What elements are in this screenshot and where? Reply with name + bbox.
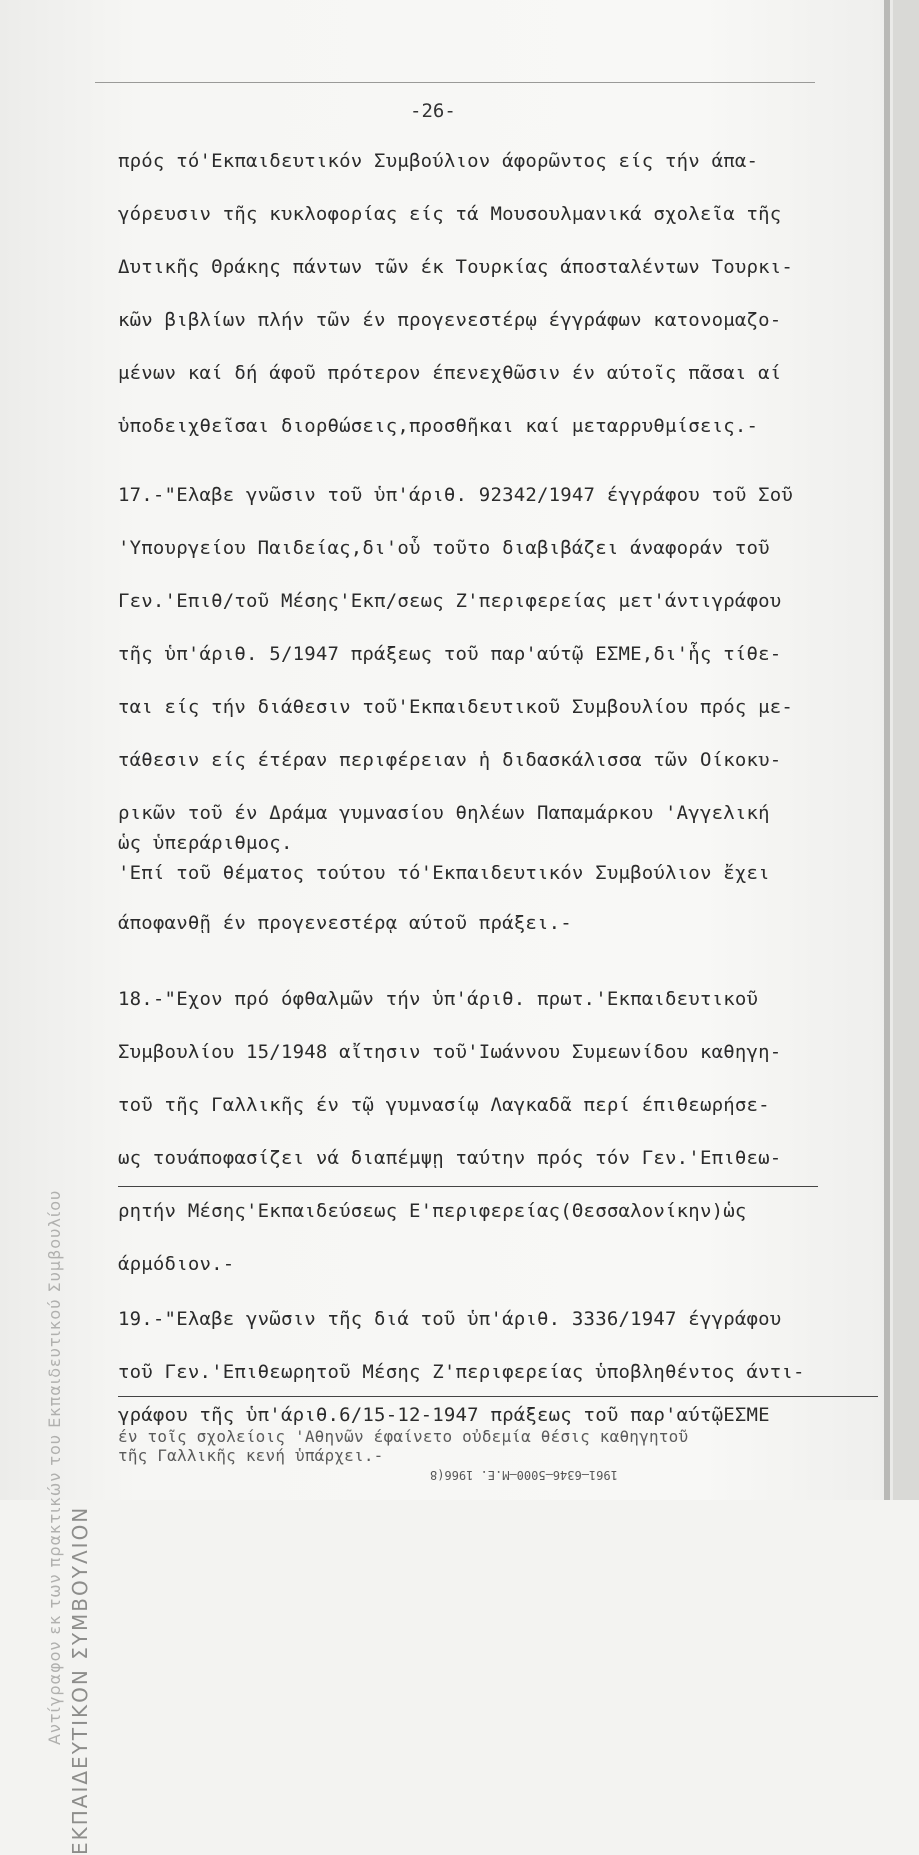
overlap-text-line: τῆς Γαλλικῆς κενή ὑπάρχει.- bbox=[118, 1446, 384, 1465]
text-line: πρός τό'Εκπαιδευτικόν Συμβούλιον άφορῶντος είς τήν άπα- bbox=[118, 150, 759, 172]
margin-stamp-secondary: Αντίγραφον εκ των πρακτικών του Εκπαιδευτικού Συμβουλίου bbox=[45, 1189, 64, 1745]
text-line: άποφανθῇ έν προγενεστέρᾳ αύτοῦ πράξει.- bbox=[118, 912, 572, 934]
text-line: 'Επί τοῦ θέματος τούτου τό'Εκπαιδευτικόν Συμβούλιον ἔχει bbox=[118, 862, 770, 884]
item-17-line: 17.-"Ελαβε γνῶσιν τοῦ ὑπ'άριθ. 92342/1947 έγγράφου τοῦ Σοῦ bbox=[118, 484, 794, 506]
underline bbox=[118, 1186, 818, 1187]
text-line: τῆς ὑπ'άριθ. 5/1947 πράξεως τοῦ παρ'αύτῷ ΕΣΜΕ,δι'ἧς τίθε- bbox=[118, 643, 782, 665]
text-line: 'Υπουργείου Παιδείας,δι'οὗ τοῦτο διαβιβάζει άναφοράν τοῦ bbox=[118, 537, 770, 559]
text-line: Δυτικῆς Θράκης πάντων τῶν έκ Τουρκίας άποσταλέντων Τουρκι- bbox=[118, 256, 794, 278]
text-line: ὑποδειχθεῖσαι διορθώσεις,προσθῆκαι καί μεταρρυθμίσεις.- bbox=[118, 415, 759, 437]
text-line: ρικῶν τοῦ έν Δράμα γυμνασίου θηλέων Παπαμάρκου 'Αγγελική bbox=[118, 802, 770, 824]
text-line: Συμβουλίου 15/1948 αἴτησιν τοῦ'Ιωάννου Συμεωνίδου καθηγη- bbox=[118, 1041, 782, 1063]
page-binding-edge bbox=[884, 0, 890, 1500]
text-line: μένων καί δή άφοῦ πρότερον έπενεχθῶσιν έν αύτοῖς πᾶσαι αί bbox=[118, 362, 782, 384]
text-line: κῶν βιβλίων πλήν τῶν έν προγενεστέρῳ έγγράφων κατονομαζο- bbox=[118, 309, 782, 331]
text-line: ως τουάποφασίζει νά διαπέμψῃ ταύτην πρός τόν Γεν.'Επιθεω- bbox=[118, 1147, 782, 1169]
text-line: ὡς ὑπεράριθμος. bbox=[118, 832, 293, 854]
header-rule bbox=[95, 82, 815, 83]
item-19-line: 19.-"Ελαβε γνῶσιν τῆς διά τοῦ ὑπ'άριθ. 3336/1947 έγγράφου bbox=[118, 1308, 782, 1330]
text-line: ρητήν Μέσης'Εκπαιδεύσεως Ε'περιφερείας(Θεσσαλονίκην)ὡς bbox=[118, 1200, 747, 1222]
text-line: τοῦ Γεν.'Επιθεωρητοῦ Μέσης Ζ'περιφερείας ὑποβληθέντος άντι- bbox=[118, 1361, 805, 1383]
text-line: ται είς τήν διάθεσιν τοῦ'Εκπαιδευτικοῦ Συμβουλίου πρός με- bbox=[118, 696, 794, 718]
item-18-line: 18.-"Εχον πρό όφθαλμῶν τήν ὑπ'άριθ. πρωτ.'Εκπαιδευτικοῦ bbox=[118, 988, 759, 1010]
margin-stamp: ΕΚΠΑΙΔΕΥΤΙΚΟΝ ΣΥΜΒΟΥΛΙΟΝ bbox=[68, 1505, 92, 1855]
adjacent-page-edge bbox=[893, 0, 919, 1500]
text-line: άρμόδιον.- bbox=[118, 1253, 235, 1275]
printer-footer: 1961–6346–5000–Μ.Ε. 1966(8 bbox=[430, 1468, 618, 1482]
text-line: Γεν.'Επιθ/τοῦ Μέσης'Εκπ/σεως Ζ'περιφερείας μετ'άντιγράφου bbox=[118, 590, 782, 612]
text-line: γράφου τῆς ὑπ'άριθ.6/15-12-1947 πράξεως τοῦ παρ'αύτῷΕΣΜΕ bbox=[118, 1404, 770, 1426]
overlap-text-line: έν τοῖς σχολείοις 'Αθηνῶν έφαίνετο οὐδεμία θέσις καθηγητοῦ bbox=[118, 1427, 689, 1446]
page-number: -26- bbox=[410, 100, 456, 122]
text-line: τοῦ τῆς Γαλλικῆς έν τῷ γυμνασίῳ Λαγκαδᾶ περί έπιθεωρήσε- bbox=[118, 1094, 770, 1116]
text-line: τάθεσιν είς έτέραν περιφέρειαν ἡ διδασκάλισσα τῶν Οίκοκυ- bbox=[118, 749, 782, 771]
text-line: γόρευσιν τῆς κυκλοφορίας είς τά Μουσουλμανικά σχολεῖα τῆς bbox=[118, 203, 782, 225]
underline bbox=[118, 1396, 878, 1397]
